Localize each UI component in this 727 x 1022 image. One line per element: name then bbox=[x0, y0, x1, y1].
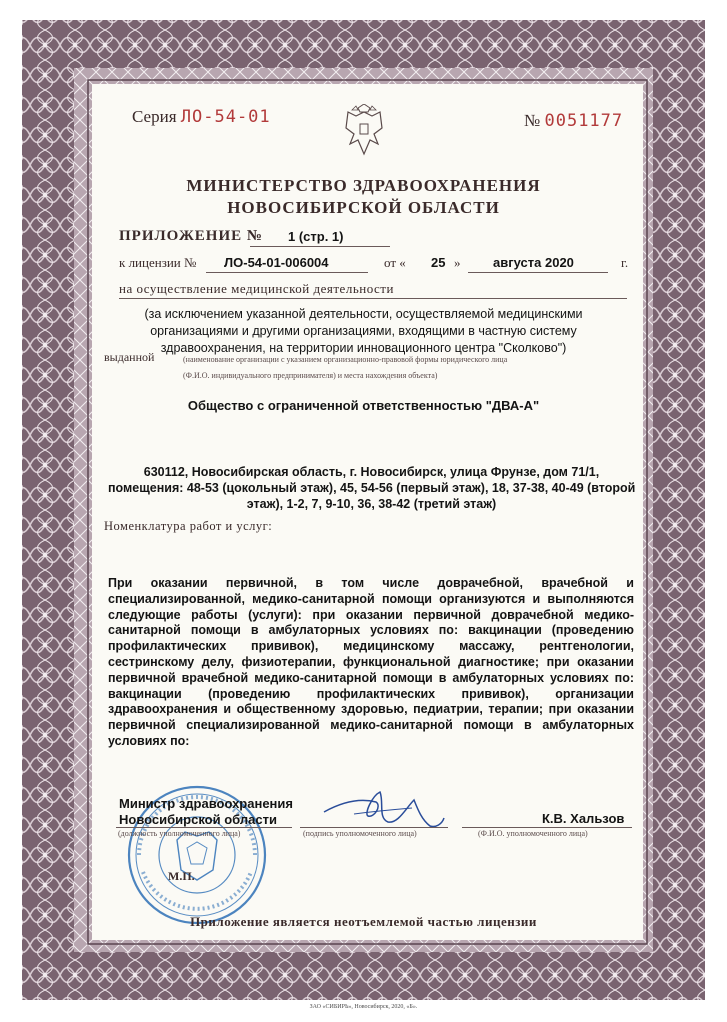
series-row bbox=[132, 107, 271, 127]
appendix-footer: Приложение является неотъемлемой частью лицензии bbox=[190, 914, 537, 929]
stamp-place-mark: М.П. bbox=[168, 869, 195, 883]
signatory-position-line1: Министр здравоохранения bbox=[119, 796, 293, 811]
organization-name: Общество с ограниченной ответственностью "ДВА-А" bbox=[187, 398, 540, 413]
license-from: от « bbox=[384, 255, 406, 270]
number-value: 0051177 bbox=[544, 111, 624, 131]
license-number: ЛО-54-01-006004 bbox=[224, 255, 329, 270]
activity-label: на осуществление медицинской деятельности bbox=[119, 281, 394, 296]
signatory-position-line2: Новосибирской области bbox=[119, 812, 277, 827]
services-line: первичной врачебной медико-санитарной помощи в амбулаторных условиях по: bbox=[108, 670, 634, 685]
signatory-position bbox=[119, 796, 293, 828]
services-line: специализированной, медико-санитарной помощи организуются и выполняются bbox=[108, 591, 634, 606]
series-value: ЛО-54-01 bbox=[180, 107, 271, 127]
coat-of-arms-icon bbox=[342, 104, 386, 162]
services-line: При оказании первичной, в том числе доврачебной, врачебной и bbox=[108, 576, 634, 590]
services-line: санитарной помощи в амбулаторных условиях по: вакцинации (проведению bbox=[108, 623, 634, 638]
signatory-name: К.В. Хальзов bbox=[542, 811, 625, 826]
services-line: сестринскому делу, физиотерапии, функциональной диагностике; при оказании bbox=[108, 654, 634, 669]
exclusion-line: здравоохранения, на территории инновационного центра "Сколково") bbox=[160, 341, 567, 355]
handwritten-signature bbox=[318, 788, 448, 832]
appendix-value: 1 (стр. 1) bbox=[288, 229, 344, 244]
license-year-suffix: г. bbox=[621, 255, 629, 270]
exclusion-text bbox=[100, 306, 627, 357]
series-label: Серия bbox=[132, 107, 177, 126]
license-label: к лицензии № bbox=[119, 255, 197, 270]
license-day: 25 bbox=[431, 255, 446, 270]
name-note: (Ф.И.О. уполномоченного лица) bbox=[478, 829, 588, 838]
nomenclature-label: Номенклатура работ и услуг: bbox=[104, 519, 273, 533]
issued-note-2: (Ф.И.О. индивидуального предпринимателя) и места нахождения объекта) bbox=[183, 371, 438, 380]
number-label: № bbox=[524, 111, 541, 130]
address-block bbox=[108, 464, 635, 512]
address-line: этаж), 1-2, 7, 9-10, 36, 38-42 (третий этаж) bbox=[246, 497, 497, 511]
services-line: профилактических прививок), медицинскому массажу, рентгенологии, bbox=[108, 639, 634, 654]
services-line: здравоохранения и общественному здоровью, педиатрии, терапии; при оказании bbox=[108, 702, 634, 717]
license-month-year: августа 2020 bbox=[493, 255, 574, 270]
exclusion-line: организациями и другими организациями, входящими в частную систему bbox=[150, 324, 577, 338]
issued-note-1: (наименование организации с указанием организационно-правовой формы юридического лица bbox=[183, 355, 508, 364]
printer-imprint: ЗАО «СИБИРЬ», Новосибирск, 2020, «Б». bbox=[309, 1004, 418, 1010]
license-day-close: » bbox=[454, 255, 461, 270]
exclusion-line: (за исключением указанной деятельности, осуществляемой медицинскими bbox=[144, 307, 583, 321]
address-line: помещения: 48-53 (цокольный этаж), 45, 54-56 (первый этаж), 18, 37-38, 40-49 (второй bbox=[108, 481, 636, 495]
services-line: вакцинации (проведению профилактических прививок), организации bbox=[108, 686, 634, 701]
number-row bbox=[524, 111, 623, 131]
signature-note: (подпись уполномоченного лица) bbox=[303, 829, 417, 838]
ministry-title-line2: НОВОСИБИРСКОЙ ОБЛАСТИ bbox=[227, 198, 500, 217]
services-paragraph bbox=[108, 576, 634, 750]
appendix-label: ПРИЛОЖЕНИЕ № bbox=[119, 228, 263, 244]
ministry-title-line1: МИНИСТЕРСТВО ЗДРАВООХРАНЕНИЯ bbox=[186, 176, 541, 195]
address-line: 630112, Новосибирская область, г. Новосибирск, улица Фрунзе, дом 71/1, bbox=[143, 465, 600, 479]
position-note: (должность уполномоченного лица) bbox=[118, 829, 241, 838]
services-line: условиях по: bbox=[108, 733, 190, 748]
services-line: первичной специализированной медико-санитарной помощи в амбулаторных bbox=[108, 718, 634, 733]
services-line: следующие работы (услуги): при оказании первичной доврачебной медико- bbox=[108, 607, 634, 622]
issued-label: выданной bbox=[104, 350, 155, 364]
